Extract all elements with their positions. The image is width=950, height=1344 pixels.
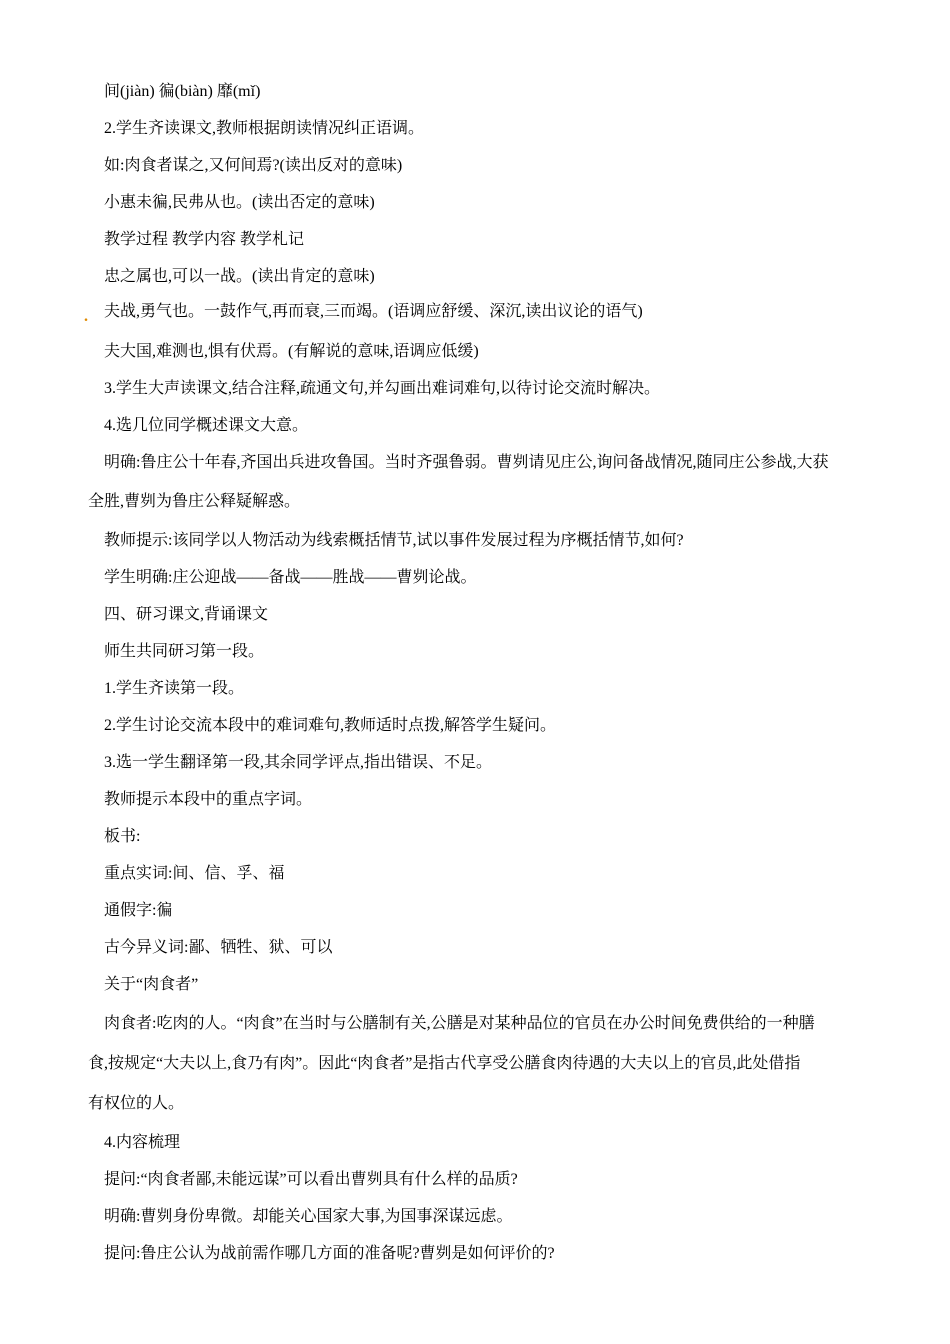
paragraph-line: 教师提示本段中的重点字词。 [104, 791, 313, 808]
paragraph-line: 提问:“肉食者鄙,未能远谋”可以看出曹刿具有什么样的品质? [104, 1171, 518, 1188]
paragraph-line: 提问:鲁庄公认为战前需作哪几方面的准备呢?曹刿是如何评价的? [104, 1245, 555, 1262]
paragraph-line: 肉食者:吃肉的人。“肉食”在当时与公膳制有关,公膳是对某种品位的官员在办公时间免费供给的一种膳 [104, 1015, 815, 1032]
paragraph-line: 如:肉食者谋之,又何间焉?(读出反对的意味) [104, 157, 403, 174]
paragraph-line: 全胜,曹刿为鲁庄公释疑解惑。 [88, 493, 301, 510]
paragraph-line: 古今异义词:鄙、牺牲、狱、可以 [104, 939, 333, 956]
paragraph-line: 学生明确:庄公迎战——备战——胜战——曹刿论战。 [104, 569, 477, 586]
paragraph-line: 有权位的人。 [88, 1095, 185, 1112]
pronunciation-line: 间(jiàn) 徧(biàn) 靡(mǐ) [104, 83, 261, 100]
section-heading: 四、研习课文,背诵课文 [104, 606, 269, 623]
paragraph-line: 关于“肉食者” [104, 976, 199, 993]
table-header-line: 教学过程 教学内容 教学札记 [104, 231, 305, 248]
paragraph-line: 3.选一学生翻译第一段,其余同学评点,指出错误、不足。 [104, 754, 493, 771]
paragraph-line: 明确:鲁庄公十年春,齐国出兵进攻鲁国。当时齐强鲁弱。曹刿请见庄公,询问备战情况,随同庄公参战,大获 [104, 454, 829, 471]
paragraph-line: 板书: [104, 828, 141, 845]
paragraph-line: 2.学生齐读课文,教师根据朗读情况纠正语调。 [104, 120, 425, 137]
paragraph-line: 3.学生大声读课文,结合注释,疏通文句,并勾画出难词难句,以待讨论交流时解决。 [104, 380, 661, 397]
paragraph-line: 夫战,勇气也。一鼓作气,再而衰,三而竭。(语调应舒缓、深沉,读出议论的语气) [104, 303, 643, 320]
paragraph-line: 2.学生讨论交流本段中的难词难句,教师适时点拨,解答学生疑问。 [104, 717, 557, 734]
paragraph-line: 1.学生齐读第一段。 [104, 680, 245, 697]
paragraph-line: 师生共同研习第一段。 [104, 643, 265, 660]
paragraph-line: 4.选几位同学概述课文大意。 [104, 417, 309, 434]
paragraph-line: 4.内容梳理 [104, 1134, 181, 1151]
paragraph-line: 食,按规定“大夫以上,食乃有肉”。因此“肉食者”是指古代享受公膳食肉待遇的大夫以上的官员,此处借指 [88, 1055, 801, 1072]
paragraph-line: 夫大国,难测也,惧有伏焉。(有解说的意味,语调应低缓) [104, 343, 479, 360]
paragraph-line: 忠之属也,可以一战。(读出肯定的意味) [104, 268, 375, 285]
paragraph-line: 通假字:徧 [104, 902, 173, 919]
paragraph-line: 重点实词:间、信、孚、福 [104, 865, 285, 882]
paragraph-line: 小惠未徧,民弗从也。(读出否定的意味) [104, 194, 375, 211]
bullet-marker: . [84, 308, 88, 325]
paragraph-line: 教师提示:该同学以人物活动为线索概括情节,试以事件发展过程为序概括情节,如何? [104, 532, 684, 549]
paragraph-line: 明确:曹刿身份卑微。却能关心国家大事,为国事深谋远虑。 [104, 1208, 513, 1225]
